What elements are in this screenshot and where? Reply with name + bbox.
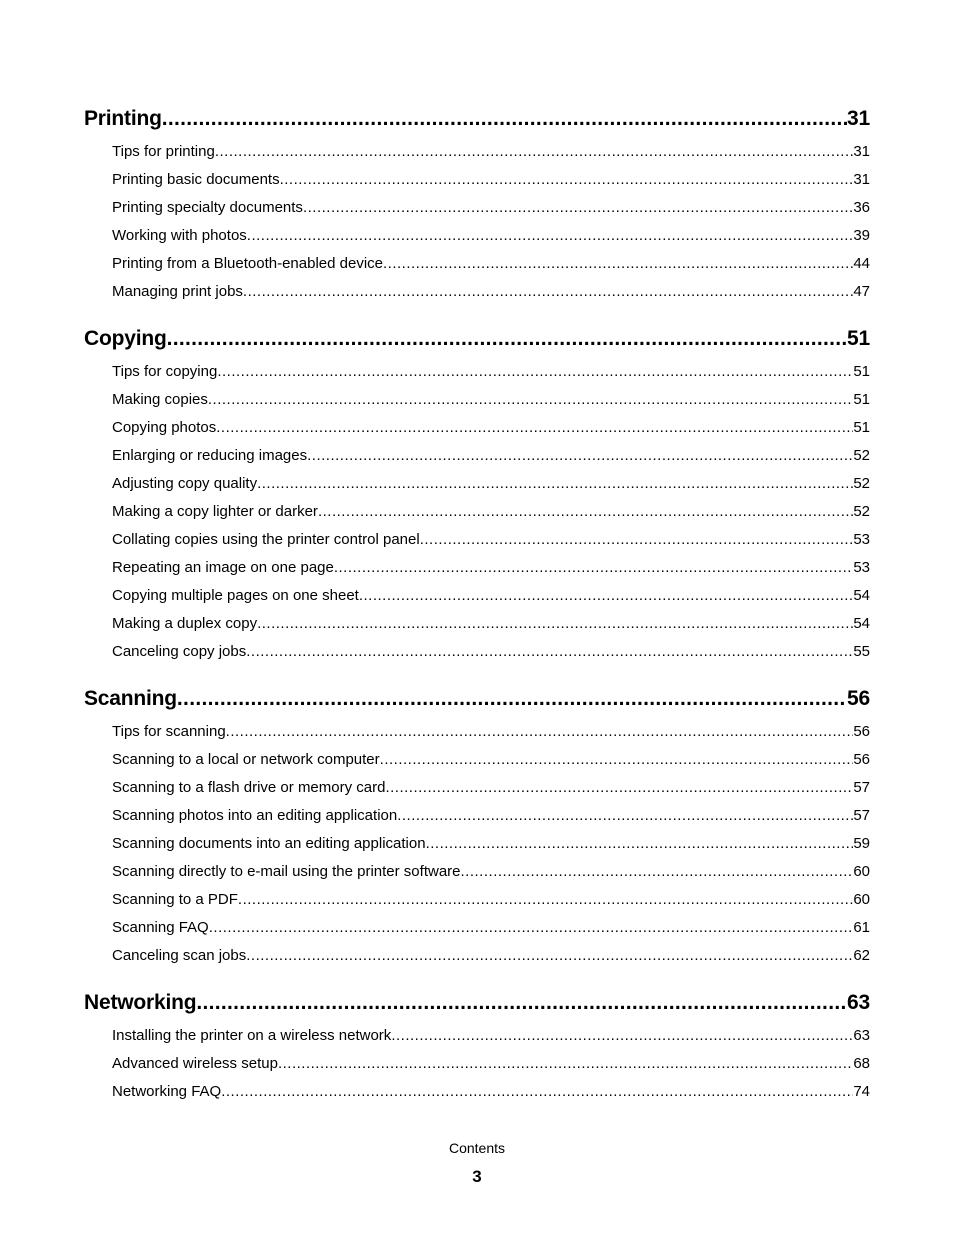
entry-title: Advanced wireless setup	[112, 1055, 278, 1072]
entry-page-number: 36	[853, 199, 870, 216]
entry-title: Collating copies using the printer control panel	[112, 531, 420, 548]
entry-title: Tips for copying	[112, 363, 218, 380]
entry-title: Installing the printer on a wireless network	[112, 1027, 392, 1044]
chapter-page-number: 56	[847, 687, 870, 710]
entry-page-number: 51	[853, 391, 870, 408]
toc-section	[84, 320, 870, 666]
entry-page-number: 52	[853, 503, 870, 520]
toc-entry[interactable]	[84, 194, 870, 222]
dot-leader	[226, 718, 854, 746]
entry-page-number: 53	[853, 531, 870, 548]
toc-entry[interactable]	[84, 1078, 870, 1106]
entry-page-number: 59	[853, 835, 870, 852]
entry-page-number: 68	[853, 1055, 870, 1072]
toc-entry[interactable]	[84, 554, 870, 582]
entry-title: Tips for printing	[112, 143, 215, 160]
dot-leader	[209, 914, 854, 942]
chapter-title: Networking	[84, 991, 197, 1014]
toc-entry[interactable]	[84, 442, 870, 470]
entry-page-number: 53	[853, 559, 870, 576]
entry-title: Canceling copy jobs	[112, 643, 247, 660]
toc-entry[interactable]	[84, 914, 870, 942]
dot-leader	[278, 1050, 853, 1078]
toc-chapter-heading[interactable]	[84, 984, 870, 1022]
dot-leader	[461, 858, 854, 886]
dot-leader	[280, 166, 854, 194]
dot-leader	[318, 498, 853, 526]
chapter-title: Copying	[84, 327, 167, 350]
dot-leader	[391, 1022, 853, 1050]
toc-section	[84, 100, 870, 306]
entry-page-number: 61	[853, 919, 870, 936]
dot-leader	[385, 774, 853, 802]
entry-page-number: 57	[853, 779, 870, 796]
entry-title: Scanning directly to e-mail using the printer software	[112, 863, 461, 880]
entry-title: Printing specialty documents	[112, 199, 303, 216]
toc-entry[interactable]	[84, 166, 870, 194]
entry-title: Scanning to a local or network computer	[112, 751, 380, 768]
dot-leader	[426, 830, 854, 858]
entry-title: Making copies	[112, 391, 208, 408]
entry-title: Scanning documents into an editing application	[112, 835, 426, 852]
entry-title: Scanning FAQ	[112, 919, 209, 936]
dot-leader	[257, 610, 853, 638]
entry-page-number: 60	[853, 863, 870, 880]
entry-page-number: 56	[853, 751, 870, 768]
toc-entry[interactable]	[84, 386, 870, 414]
dot-leader	[246, 942, 853, 970]
entry-page-number: 52	[853, 447, 870, 464]
toc-section	[84, 680, 870, 970]
entry-page-number: 44	[853, 255, 870, 272]
footer-label: Contents	[448, 1140, 506, 1156]
entry-title: Making a copy lighter or darker	[112, 503, 318, 520]
entry-title: Working with photos	[112, 227, 247, 244]
entry-title: Scanning to a PDF	[112, 891, 238, 908]
entry-page-number: 51	[853, 363, 870, 380]
toc-entry[interactable]	[84, 582, 870, 610]
dot-leader	[216, 414, 853, 442]
entry-title: Managing print jobs	[112, 283, 243, 300]
entry-page-number: 31	[853, 143, 870, 160]
chapter-page-number: 51	[847, 327, 870, 350]
dot-leader	[397, 802, 853, 830]
entry-page-number: 62	[853, 947, 870, 964]
toc-entry[interactable]	[84, 414, 870, 442]
toc-entry[interactable]	[84, 1022, 870, 1050]
entry-page-number: 54	[853, 587, 870, 604]
toc-chapter-heading[interactable]	[84, 100, 870, 138]
toc-entry[interactable]	[84, 886, 870, 914]
entry-page-number: 60	[853, 891, 870, 908]
toc-entry[interactable]	[84, 638, 870, 666]
dot-leader	[243, 278, 853, 306]
dot-leader	[167, 320, 847, 358]
entry-title: Enlarging or reducing images	[112, 447, 308, 464]
entry-page-number: 74	[853, 1083, 870, 1100]
dot-leader	[247, 222, 854, 250]
entry-page-number: 63	[853, 1027, 870, 1044]
dot-leader	[334, 554, 853, 582]
toc-entry[interactable]	[84, 278, 870, 306]
dot-leader	[177, 680, 847, 718]
toc-section	[84, 984, 870, 1106]
entry-title: Making a duplex copy	[112, 615, 258, 632]
dot-leader	[221, 1078, 853, 1106]
dot-leader	[196, 984, 847, 1022]
chapter-title: Printing	[84, 107, 162, 130]
chapter-title: Scanning	[84, 687, 177, 710]
toc-entry[interactable]	[84, 498, 870, 526]
toc-entry[interactable]	[84, 718, 870, 746]
toc-entry[interactable]	[84, 250, 870, 278]
toc-entry[interactable]	[84, 138, 870, 166]
entry-title: Copying photos	[112, 419, 217, 436]
entry-page-number: 47	[853, 283, 870, 300]
dot-leader	[246, 638, 853, 666]
entry-title: Scanning photos into an editing application	[112, 807, 398, 824]
dot-leader	[257, 470, 853, 498]
dot-leader	[208, 386, 853, 414]
entry-title: Networking FAQ	[112, 1083, 222, 1100]
dot-leader	[359, 582, 853, 610]
dot-leader	[215, 138, 853, 166]
toc-chapter-heading[interactable]	[84, 320, 870, 358]
entry-page-number: 55	[853, 643, 870, 660]
toc-chapter-heading[interactable]	[84, 680, 870, 718]
toc-entry[interactable]	[84, 1050, 870, 1078]
chapter-page-number: 63	[847, 991, 870, 1014]
toc-entry[interactable]	[84, 358, 870, 386]
toc-entry[interactable]	[84, 746, 870, 774]
entry-title: Adjusting copy quality	[112, 475, 258, 492]
toc-entry[interactable]	[84, 526, 870, 554]
toc-entry[interactable]	[84, 942, 870, 970]
toc-entry[interactable]	[84, 802, 870, 830]
dot-leader	[307, 442, 853, 470]
entry-title: Repeating an image on one page	[112, 559, 334, 576]
toc-entry[interactable]	[84, 830, 870, 858]
entry-title: Canceling scan jobs	[112, 947, 247, 964]
entry-title: Printing from a Bluetooth-enabled device	[112, 255, 383, 272]
page-number: 3	[472, 1167, 482, 1186]
entry-page-number: 52	[853, 475, 870, 492]
dot-leader	[303, 194, 853, 222]
toc-entry[interactable]	[84, 610, 870, 638]
entry-title: Copying multiple pages on one sheet	[112, 587, 359, 604]
dot-leader	[383, 250, 853, 278]
entry-title: Scanning to a flash drive or memory card	[112, 779, 386, 796]
toc-entry[interactable]	[84, 222, 870, 250]
entry-page-number: 57	[853, 807, 870, 824]
toc-entry[interactable]	[84, 858, 870, 886]
entry-page-number: 54	[853, 615, 870, 632]
dot-leader	[162, 100, 847, 138]
entry-page-number: 31	[853, 171, 870, 188]
entry-title: Printing basic documents	[112, 171, 280, 188]
toc-entry[interactable]	[84, 470, 870, 498]
entry-title: Tips for scanning	[112, 723, 226, 740]
dot-leader	[238, 886, 853, 914]
chapter-page-number: 31	[847, 107, 870, 130]
dot-leader	[380, 746, 854, 774]
entry-page-number: 51	[853, 419, 870, 436]
entry-page-number: 39	[853, 227, 870, 244]
toc-entry[interactable]	[84, 774, 870, 802]
dot-leader	[420, 526, 854, 554]
table-of-contents	[84, 100, 870, 1106]
dot-leader	[217, 358, 853, 386]
entry-page-number: 56	[853, 723, 870, 740]
